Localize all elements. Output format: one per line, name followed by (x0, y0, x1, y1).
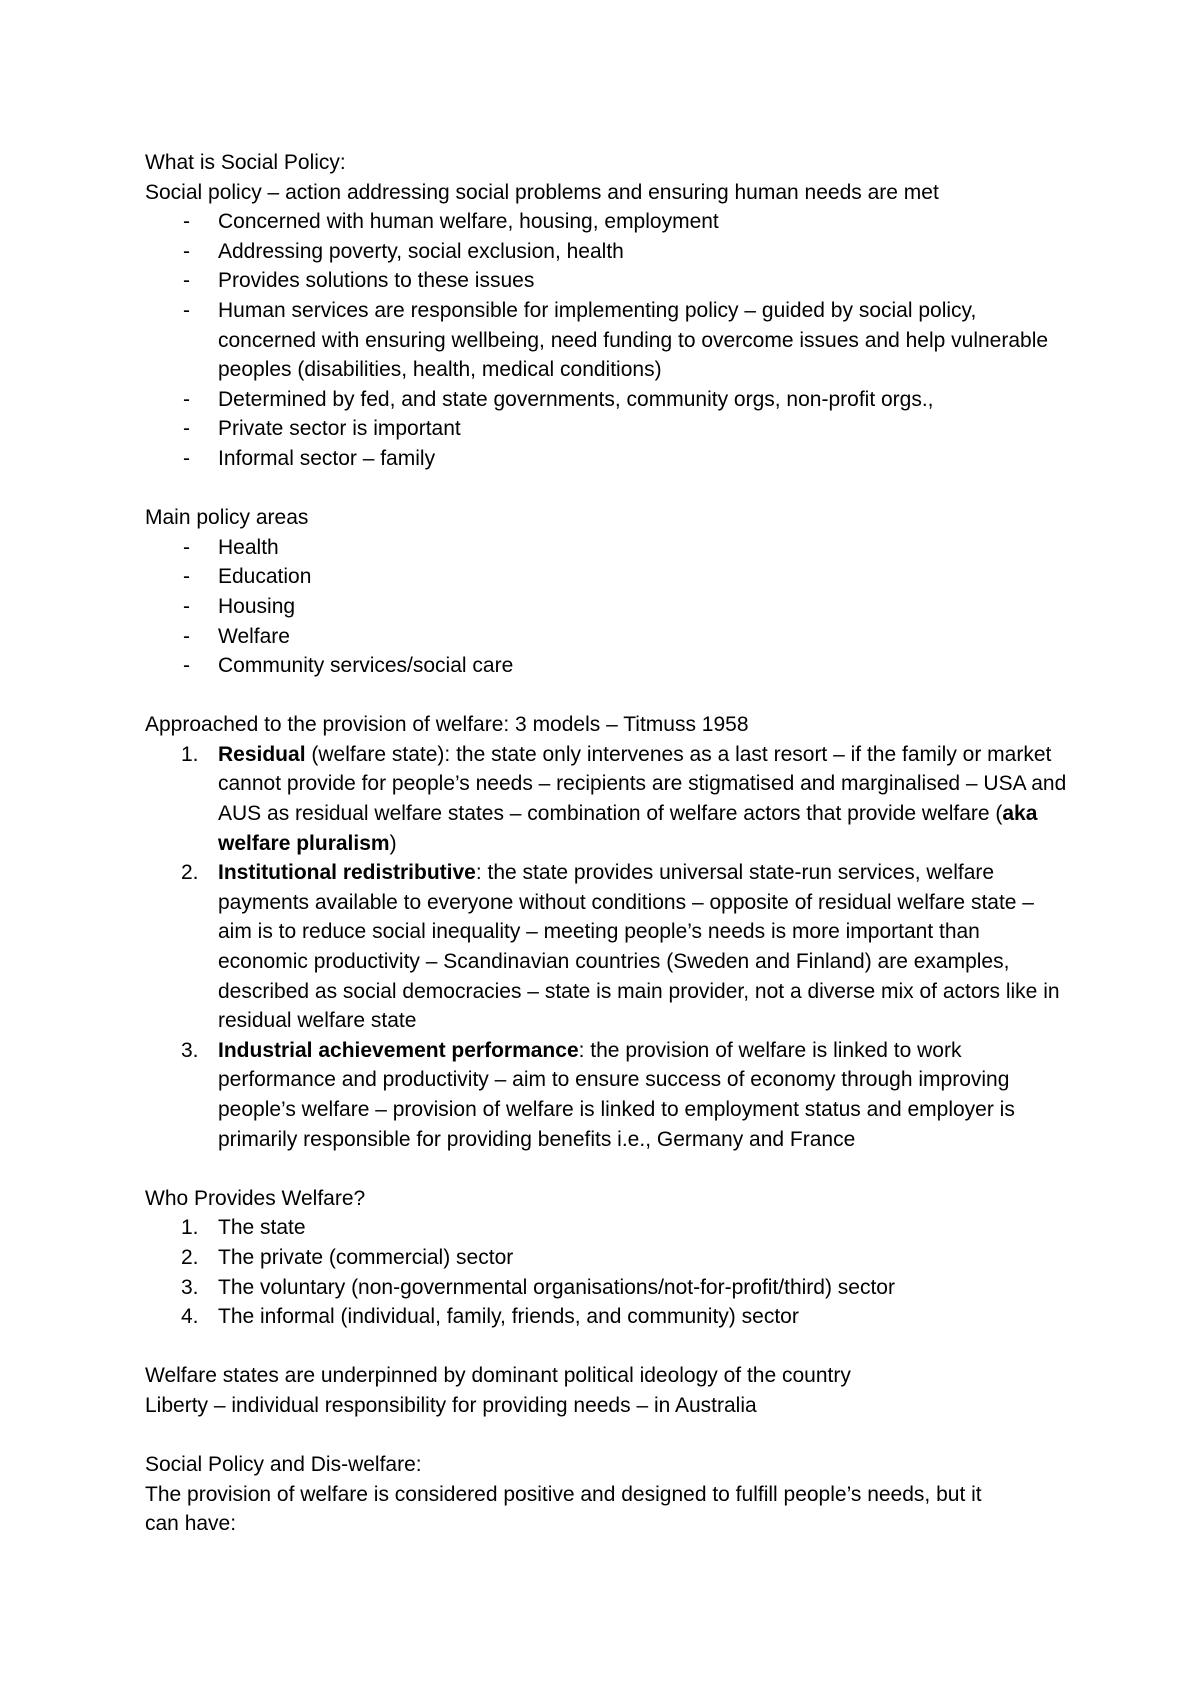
model-description: : the provision of welfare is linked to work performance and productivity – aim to ensure success of economy through improving people’s welfare – provision of welfare is linked to employment status and employer is primarily responsible for providing benefits i.e., Germany and France (218, 1038, 1015, 1151)
list-number: 2. (181, 861, 199, 885)
list-item-text: The private (commercial) sector (218, 1245, 514, 1269)
list-item (145, 562, 1070, 592)
list-item (145, 651, 1070, 681)
blank-line (145, 1154, 1070, 1184)
ideology-statement: Welfare states are underpinned by dominant political ideology of the country (145, 1364, 851, 1388)
dash-marker: - (183, 624, 190, 648)
list-item-text: Human services are responsible for implementing policy – guided by social policy, concerned with ensuring wellbeing, need funding to overcome issues and help vulnerable peoples (disabilities, health, medical conditions) (218, 298, 1049, 382)
social-policy-definition: Social policy – action addressing social problems and ensuring human needs are met (145, 180, 939, 204)
list-item (145, 444, 1070, 474)
list-item (145, 207, 1070, 237)
list-item-text: The informal (individual, family, friends, and community) sector (218, 1305, 799, 1329)
list-item (145, 592, 1070, 622)
dash-marker: - (183, 269, 190, 293)
list-item (145, 533, 1070, 563)
list-item-text: Community services/social care (218, 654, 514, 678)
list-item (145, 1036, 1070, 1154)
list-item-text: Determined by fed, and state governments, community orgs, non-profit orgs., (218, 387, 934, 411)
list-item (145, 385, 1070, 415)
list-item (145, 1302, 1070, 1332)
blank-line (145, 474, 1070, 504)
welfare-providers-list (145, 1213, 1070, 1331)
dash-marker: - (183, 535, 190, 559)
model-description: : the state provides universal state-run services, welfare payments available to everyone without conditions – opposite of residual welfare state – aim is to reduce social inequality – meeting people’s needs is more important than economic productivity – Scandinavian countries (Sweden and Finland) are examples, described as social democracies – state is main provider, not a diverse mix of actors like in residual welfare state (218, 861, 1060, 1033)
list-item-text: Welfare (218, 624, 290, 648)
list-item (145, 1243, 1070, 1273)
list-item (145, 266, 1070, 296)
section-heading-welfare-models: Approached to the provision of welfare: 3 models – Titmuss 1958 (145, 713, 749, 737)
list-item (145, 414, 1070, 444)
list-item (145, 237, 1070, 267)
list-item (145, 1273, 1070, 1303)
list-number: 1. (181, 1216, 199, 1240)
blank-line (145, 1421, 1070, 1451)
section-heading-who-provides-welfare: Who Provides Welfare? (145, 1186, 366, 1210)
list-item-text: Private sector is important (218, 417, 461, 441)
liberty-statement: Liberty – individual responsibility for providing needs – in Australia (145, 1393, 757, 1417)
section-heading-what-is-social-policy: What is Social Policy: (145, 151, 346, 174)
dash-marker: - (183, 298, 190, 322)
list-item-text: Housing (218, 594, 296, 618)
list-item (145, 740, 1070, 858)
model-emphasis: aka welfare pluralism (218, 802, 1038, 855)
policy-areas-list (145, 533, 1070, 681)
welfare-models-list (145, 740, 1070, 1154)
dash-marker: - (183, 210, 190, 234)
list-item-text: Education (218, 565, 312, 589)
list-item-text: Concerned with human welfare, housing, employment (218, 210, 719, 234)
model-description-end: ) (389, 831, 397, 855)
dash-marker: - (183, 654, 190, 678)
dash-marker: - (183, 446, 190, 470)
dash-marker: - (183, 387, 190, 411)
list-item-text: Health (218, 535, 279, 559)
model-term: Institutional redistributive (218, 861, 476, 885)
list-item-text: The state (218, 1216, 306, 1240)
model-term: Industrial achievement performance (218, 1038, 579, 1062)
list-item-text: The voluntary (non-governmental organisations/not-for-profit/third) sector (218, 1275, 895, 1299)
list-item (145, 296, 1070, 385)
document-body (145, 148, 1070, 1539)
list-number: 4. (181, 1305, 199, 1329)
blank-line (145, 681, 1070, 711)
dash-marker: - (183, 565, 190, 589)
list-item-text: Informal sector – family (218, 446, 436, 470)
list-item (145, 1213, 1070, 1243)
list-item-text: Addressing poverty, social exclusion, health (218, 239, 624, 263)
dash-marker: - (183, 594, 190, 618)
model-description: (welfare state): the state only intervenes as a last resort – if the family or market cannot provide for people’s needs – recipients are stigmatised and marginalised – USA and AUS as residual welfare states – combination of welfare actors that provide welfare ( (218, 742, 1067, 826)
section-heading-main-policy-areas: Main policy areas (145, 506, 309, 530)
dis-welfare-paragraph-line-1: The provision of welfare is considered positive and designed to fulfill people’s needs, but it (145, 1482, 982, 1506)
social-policy-bullet-list (145, 207, 1070, 473)
dash-marker: - (183, 239, 190, 263)
list-number: 1. (181, 742, 199, 766)
section-heading-dis-welfare: Social Policy and Dis-welfare: (145, 1453, 422, 1477)
list-item-text: Provides solutions to these issues (218, 269, 535, 293)
list-number: 3. (181, 1038, 199, 1062)
list-item (145, 858, 1070, 1036)
list-number: 2. (181, 1245, 199, 1269)
dis-welfare-paragraph-line-2: can have: (145, 1512, 237, 1536)
blank-line (145, 1332, 1070, 1362)
list-number: 3. (181, 1275, 199, 1299)
model-term: Residual (218, 742, 306, 766)
dash-marker: - (183, 417, 190, 441)
list-item (145, 622, 1070, 652)
